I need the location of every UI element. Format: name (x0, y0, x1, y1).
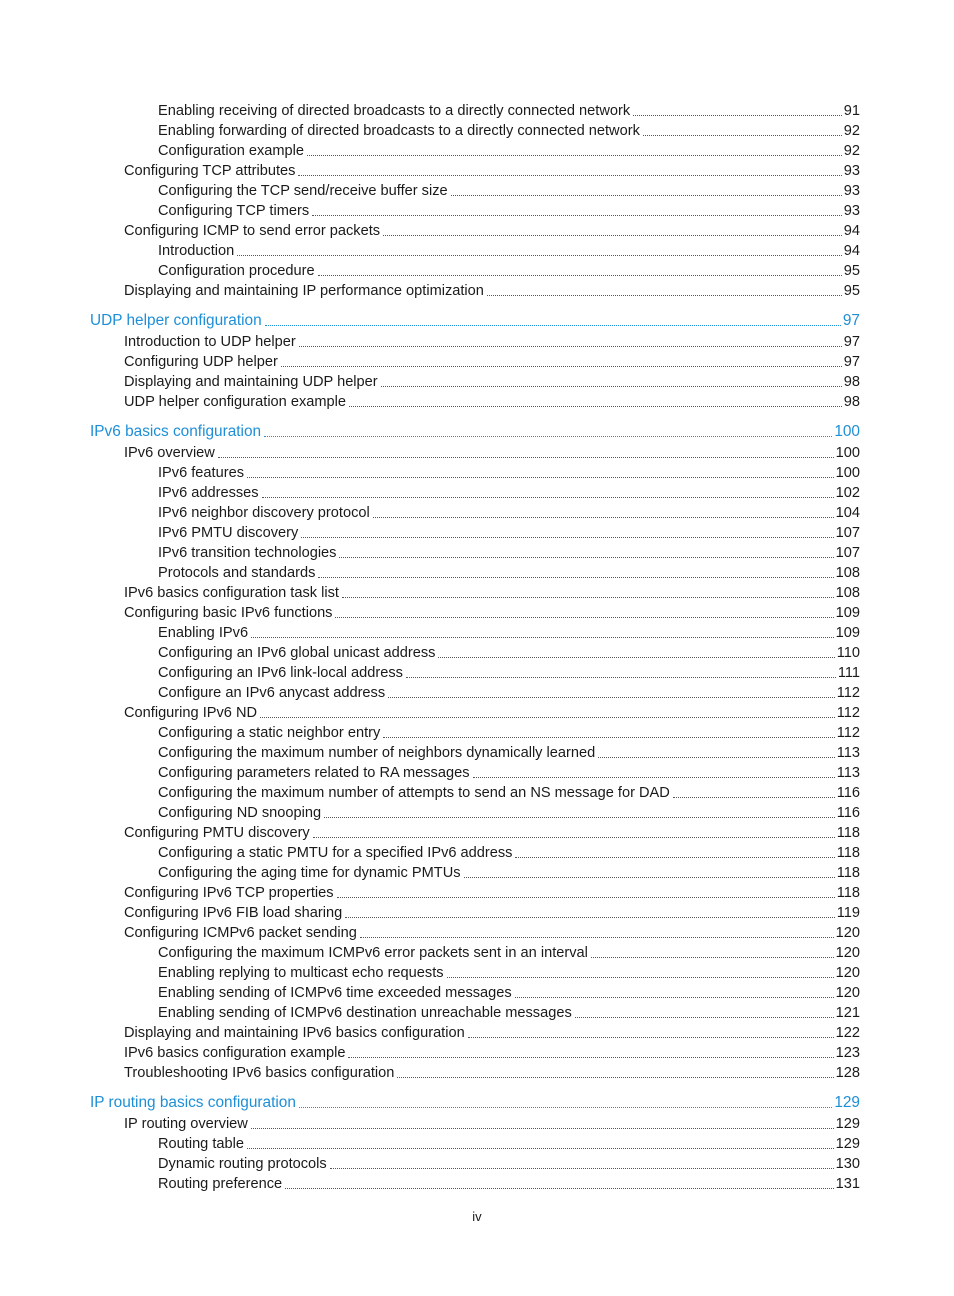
dot-leader (281, 366, 842, 367)
dot-leader (673, 797, 835, 798)
toc-entry[interactable] (158, 260, 860, 280)
toc-entry[interactable] (158, 200, 860, 220)
toc-entry[interactable] (158, 1153, 860, 1173)
toc-entry-title: IPv6 basics configuration (90, 423, 262, 440)
toc-entry[interactable] (158, 562, 860, 582)
toc-entry-title: Configuring an IPv6 link-local address (158, 665, 403, 681)
toc-entry[interactable] (124, 702, 860, 722)
toc-entry[interactable] (158, 962, 860, 982)
dot-leader (262, 497, 834, 498)
dot-leader (373, 517, 834, 518)
toc-entry-page: 113 (836, 745, 860, 761)
dot-leader (335, 617, 833, 618)
toc-entry-page: 92 (843, 143, 860, 159)
toc-entry-title: Enabling IPv6 (158, 625, 249, 641)
toc-entry-title: IPv6 PMTU discovery (158, 525, 299, 541)
toc-entry[interactable] (124, 371, 860, 391)
dot-leader (342, 597, 834, 598)
dot-leader (324, 817, 835, 818)
toc-entry-page: 129 (834, 1094, 860, 1111)
dot-leader (307, 155, 842, 156)
dot-leader (451, 195, 842, 196)
toc-entry[interactable] (158, 542, 860, 562)
dot-leader (575, 1017, 834, 1018)
toc-entry-title: Configuration example (158, 143, 305, 159)
toc-entry-page: 108 (835, 565, 860, 581)
dot-leader (251, 637, 834, 638)
dot-leader (260, 717, 835, 718)
toc-entry-page: 128 (835, 1065, 860, 1081)
toc-entry[interactable] (158, 802, 860, 822)
dot-leader (298, 175, 841, 176)
dot-leader (299, 1107, 832, 1108)
dot-leader (301, 537, 833, 538)
dot-leader (447, 977, 834, 978)
toc-entry-title: Configuring TCP attributes (124, 163, 296, 179)
toc-entry-title: IP routing basics configuration (90, 1094, 296, 1111)
toc-entry-title: Configuring the maximum ICMPv6 error packets sent in an interval (158, 945, 588, 961)
dot-leader (598, 757, 835, 758)
toc-entry[interactable] (158, 842, 860, 862)
toc-entry-page: 129 (835, 1116, 860, 1132)
dot-leader (312, 215, 842, 216)
dot-leader (339, 557, 833, 558)
dot-leader (237, 255, 842, 256)
toc-entry-page: 107 (835, 525, 860, 541)
toc-entry-page: 100 (834, 423, 860, 440)
toc-entry[interactable] (124, 922, 860, 942)
page-number: iv (472, 1209, 482, 1224)
toc-entry[interactable] (158, 722, 860, 742)
dot-leader (383, 737, 834, 738)
toc-entry-page: 100 (835, 445, 860, 461)
toc-entry-title: Configuring a static PMTU for a specified IPv6 address (158, 845, 513, 861)
toc-entry[interactable] (158, 942, 860, 962)
toc-entry-title: Introduction (158, 243, 235, 259)
toc-entry-title: Configuring the maximum number of attempts to send an NS message for DAD (158, 785, 670, 801)
toc-entry[interactable] (124, 582, 860, 602)
toc-entry-title: Configuring a static neighbor entry (158, 725, 381, 741)
toc-entry-page: 95 (843, 263, 860, 279)
toc-entry-title: Configuring UDP helper (124, 354, 278, 370)
toc-entry-page: 91 (843, 103, 860, 119)
dot-leader (251, 1128, 834, 1129)
toc-entry-page: 109 (835, 625, 860, 641)
toc-entry-title: IPv6 addresses (158, 485, 259, 501)
toc-entry-page: 118 (836, 825, 860, 841)
toc-entry-page: 93 (843, 163, 860, 179)
toc-entry-title: Configuring the aging time for dynamic PMTUs (158, 865, 461, 881)
toc-entry-title: Configure an IPv6 anycast address (158, 685, 386, 701)
toc-entry[interactable] (158, 1173, 860, 1193)
toc-entry[interactable] (158, 1002, 860, 1022)
toc-entry[interactable] (158, 482, 860, 502)
toc-entry-title: Configuring IPv6 ND (124, 705, 258, 721)
dot-leader (643, 135, 842, 136)
toc-entry-page: 107 (835, 545, 860, 561)
toc-entry-title: Configuring TCP timers (158, 203, 310, 219)
toc-entry[interactable] (158, 140, 860, 160)
toc-entry-page: 98 (843, 394, 860, 410)
toc-entry-title: IPv6 basics configuration task list (124, 585, 339, 601)
toc-entry-page: 94 (843, 223, 860, 239)
dot-leader (285, 1188, 834, 1189)
toc-entry-page: 118 (836, 845, 860, 861)
dot-leader (265, 325, 841, 326)
dot-leader (397, 1077, 833, 1078)
toc-entry-page: 92 (843, 123, 860, 139)
toc-entry[interactable] (124, 442, 860, 462)
toc-entry-page: 123 (835, 1045, 860, 1061)
toc-entry-page: 108 (835, 585, 860, 601)
toc-entry-page: 131 (835, 1176, 860, 1192)
toc-entry-title: Configuring the maximum number of neighbors dynamically learned (158, 745, 596, 761)
dot-leader (345, 917, 835, 918)
toc-entry-page: 93 (843, 203, 860, 219)
toc-entry-title: Configuration procedure (158, 263, 315, 279)
dot-leader (438, 657, 834, 658)
toc-entry-page: 118 (836, 885, 860, 901)
dot-leader (330, 1168, 834, 1169)
toc-entry-page: 116 (836, 785, 860, 801)
dot-leader (218, 457, 834, 458)
toc-entry[interactable] (158, 120, 860, 140)
dot-leader (264, 436, 832, 437)
dot-leader (337, 897, 835, 898)
dot-leader (383, 235, 842, 236)
dot-leader (464, 877, 835, 878)
toc-entry[interactable] (158, 642, 860, 662)
toc-entry[interactable] (124, 160, 860, 180)
toc-entry-title: Dynamic routing protocols (158, 1156, 327, 1172)
toc-entry-page: 98 (843, 374, 860, 390)
toc-entry-title: Configuring IPv6 TCP properties (124, 885, 334, 901)
toc-entry[interactable] (124, 391, 860, 411)
toc-entry[interactable] (158, 742, 860, 762)
toc-entry[interactable] (124, 1042, 860, 1062)
toc-entry[interactable] (158, 100, 860, 120)
toc-entry[interactable] (124, 602, 860, 622)
toc-entry-page: 129 (835, 1136, 860, 1152)
toc-entry[interactable] (124, 331, 860, 351)
toc-entry[interactable] (158, 522, 860, 542)
toc-entry-title: Configuring IPv6 FIB load sharing (124, 905, 343, 921)
toc-entry-page: 102 (835, 485, 860, 501)
toc-entry-title: Routing preference (158, 1176, 283, 1192)
toc-entry-page: 97 (843, 334, 860, 350)
toc-entry-title: IPv6 basics configuration example (124, 1045, 346, 1061)
toc-entry-title: Displaying and maintaining IPv6 basics configuration (124, 1025, 465, 1041)
toc-entry[interactable] (158, 762, 860, 782)
dot-leader (247, 477, 834, 478)
toc-entry[interactable] (158, 662, 860, 682)
toc-entry-page: 94 (843, 243, 860, 259)
toc-entry[interactable] (124, 1022, 860, 1042)
toc-entry-page: 93 (843, 183, 860, 199)
toc-entry-title: Displaying and maintaining UDP helper (124, 374, 378, 390)
toc-entry-page: 116 (836, 805, 860, 821)
toc-entry-title: Configuring parameters related to RA messages (158, 765, 470, 781)
toc-entry-page: 112 (836, 705, 860, 721)
toc-entry-title: Routing table (158, 1136, 245, 1152)
dot-leader (633, 115, 842, 116)
toc-entry[interactable] (158, 862, 860, 882)
toc-entry-title: Configuring ICMPv6 packet sending (124, 925, 357, 941)
toc-entry-title: Configuring an IPv6 global unicast address (158, 645, 436, 661)
toc-entry-page: 120 (835, 965, 860, 981)
toc-entry[interactable] (158, 682, 860, 702)
toc-entry-title: UDP helper configuration example (124, 394, 347, 410)
toc-entry-page: 130 (835, 1156, 860, 1172)
toc-entry-title: Enabling forwarding of directed broadcasts to a directly connected network (158, 123, 640, 139)
dot-leader (473, 777, 835, 778)
toc-entry-page: 120 (835, 985, 860, 1001)
dot-leader (468, 1037, 834, 1038)
toc-entry-page: 120 (835, 945, 860, 961)
toc-entry-title: Enabling sending of ICMPv6 time exceeded messages (158, 985, 512, 1001)
toc-entry-title: Displaying and maintaining IP performance optimization (124, 283, 484, 299)
toc-entry-title: Troubleshooting IPv6 basics configuration (124, 1065, 395, 1081)
toc-entry-page: 97 (842, 312, 860, 329)
toc-entry[interactable] (158, 982, 860, 1002)
toc-chapter-entry[interactable] (90, 310, 860, 330)
toc-entry-page: 113 (836, 765, 860, 781)
dot-leader (515, 997, 834, 998)
toc-entry[interactable] (124, 351, 860, 371)
toc-entry-title: Configuring the TCP send/receive buffer size (158, 183, 448, 199)
toc-entry-page: 104 (835, 505, 860, 521)
toc-entry[interactable] (124, 822, 860, 842)
toc-entry-title: Introduction to UDP helper (124, 334, 296, 350)
toc-entry-page: 97 (843, 354, 860, 370)
toc-entry[interactable] (158, 462, 860, 482)
toc-entry[interactable] (124, 882, 860, 902)
toc-entry-title: IPv6 features (158, 465, 244, 481)
toc-entry-title: Enabling replying to multicast echo requests (158, 965, 444, 981)
toc-entry[interactable] (158, 240, 860, 260)
toc-entry-title: IPv6 transition technologies (158, 545, 337, 561)
toc-entry[interactable] (124, 220, 860, 240)
toc-entry-page: 109 (835, 605, 860, 621)
dot-leader (381, 386, 842, 387)
dot-leader (360, 937, 834, 938)
toc-entry[interactable] (124, 1113, 860, 1133)
toc-entry-title: IP routing overview (124, 1116, 248, 1132)
toc-entry-title: IPv6 neighbor discovery protocol (158, 505, 370, 521)
toc-entry-title: Configuring ND snooping (158, 805, 322, 821)
dot-leader (388, 697, 835, 698)
dot-leader (487, 295, 842, 296)
dot-leader (247, 1148, 834, 1149)
toc-entry[interactable] (124, 280, 860, 300)
toc-entry-page: 122 (835, 1025, 860, 1041)
dot-leader (515, 857, 834, 858)
dot-leader (591, 957, 834, 958)
toc-entry[interactable] (158, 502, 860, 522)
dot-leader (406, 677, 836, 678)
toc-entry[interactable] (158, 782, 860, 802)
toc-entry-page: 112 (836, 725, 860, 741)
toc-entry-page: 111 (837, 665, 860, 681)
toc-entry-title: Configuring PMTU discovery (124, 825, 310, 841)
toc-entry-title: Enabling receiving of directed broadcasts to a directly connected network (158, 103, 631, 119)
toc-entry-page: 120 (835, 925, 860, 941)
toc-entry-title: IPv6 overview (124, 445, 215, 461)
toc-entry-page: 119 (836, 905, 860, 921)
toc-entry-title: UDP helper configuration (90, 312, 262, 329)
toc-entry[interactable] (158, 180, 860, 200)
dot-leader (299, 346, 842, 347)
toc-entry-page: 110 (836, 645, 860, 661)
dot-leader (313, 837, 835, 838)
dot-leader (318, 577, 833, 578)
toc-entry-title: Enabling sending of ICMPv6 destination unreachable messages (158, 1005, 572, 1021)
dot-leader (349, 406, 842, 407)
toc-entry-page: 100 (835, 465, 860, 481)
toc-entry[interactable] (124, 1062, 860, 1082)
toc-entry-title: Configuring basic IPv6 functions (124, 605, 333, 621)
toc-entry-page: 112 (836, 685, 860, 701)
dot-leader (318, 275, 842, 276)
dot-leader (348, 1057, 833, 1058)
toc-entry[interactable] (124, 902, 860, 922)
toc-chapter-entry[interactable] (90, 1092, 860, 1112)
toc-entry[interactable] (158, 1133, 860, 1153)
toc-chapter-entry[interactable] (90, 421, 860, 441)
toc-entry-page: 118 (836, 865, 860, 881)
toc-entry-title: Configuring ICMP to send error packets (124, 223, 381, 239)
toc-entry[interactable] (158, 622, 860, 642)
toc-entry-page: 121 (835, 1005, 860, 1021)
toc-entry-page: 95 (843, 283, 860, 299)
toc-entry-title: Protocols and standards (158, 565, 316, 581)
